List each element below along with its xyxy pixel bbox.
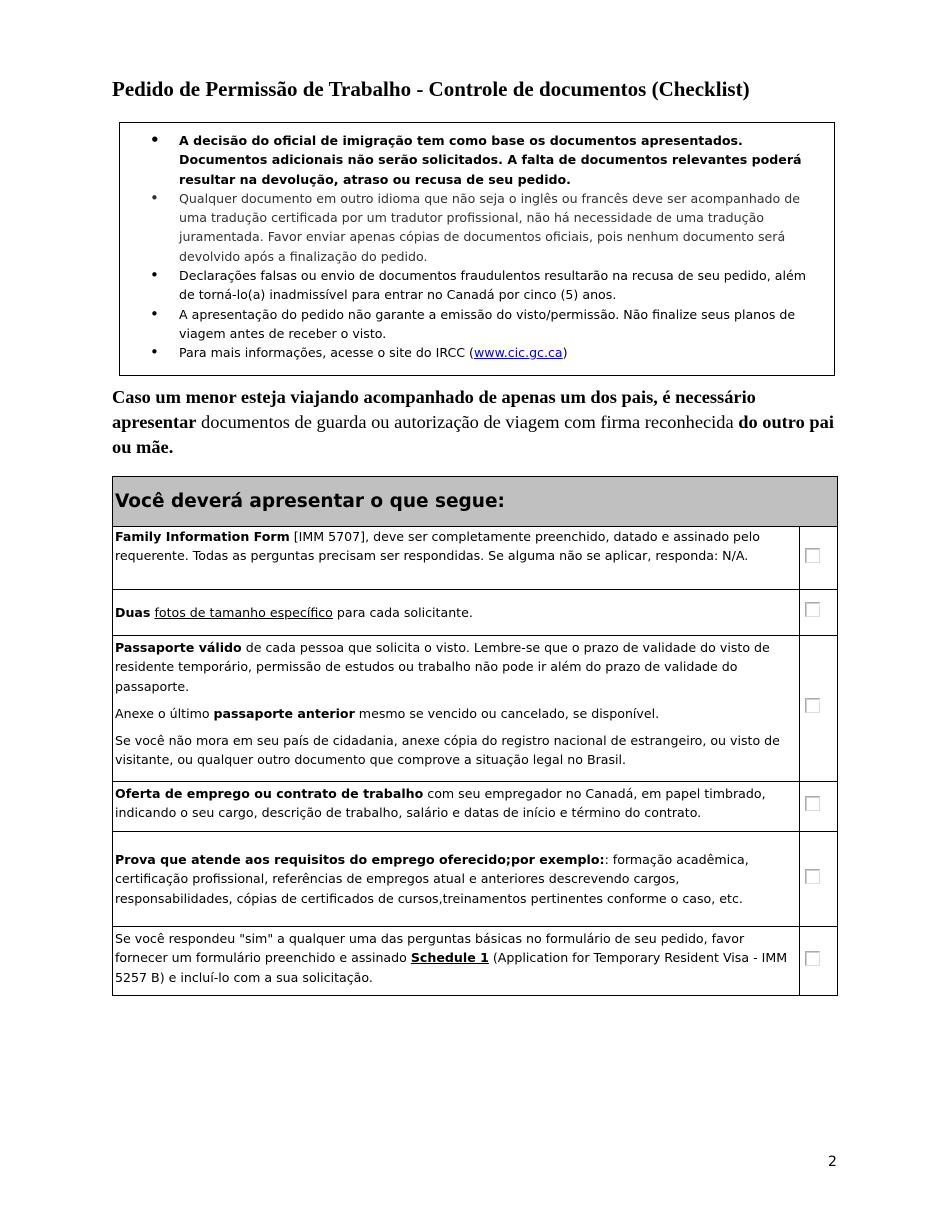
previous-passport-post: mesmo se vencido ou cancelado, se disponível. — [354, 705, 660, 721]
checklist-item-text — [113, 590, 800, 636]
photos-spec-link[interactable]: fotos de tamanho específico — [154, 604, 333, 620]
checklist-row-passport — [113, 636, 838, 782]
job-offer-bold: Oferta de emprego ou contrato de trabalho — [115, 786, 424, 801]
notice-bullet-more-info — [179, 343, 824, 362]
minor-travel-notice — [112, 385, 837, 460]
photos-bold: Duas — [115, 604, 151, 620]
minor-notice-bold-end: do outro pai ou mãe. — [112, 412, 834, 457]
requirements-checkbox[interactable] — [805, 869, 820, 884]
requirements-desc: : formação acadêmica, certificação profissional, referências de empregos atual e anteriores descrevendo cargos, responsabilidades, cópias de certificados de cursos,treinamentos pertinentes conforme o caso, etc. — [115, 852, 749, 906]
requirements-bold: Prova que atende aos requisitos do emprego oferecido;por exemplo: — [115, 852, 605, 868]
family-form-desc: [IMM 5707], deve ser completamente preenchido, datado e assinado pelo requerente. Todas as perguntas precisam ser respondidas. Se alguma não se aplicar, responda: N/A. — [115, 529, 760, 564]
checklist-item-text — [113, 832, 800, 927]
more-info-suffix: ) — [562, 345, 568, 361]
family-form-checkbox[interactable] — [805, 548, 820, 563]
checklist-item-text — [113, 527, 800, 590]
job-offer-checkbox[interactable] — [805, 796, 820, 811]
checklist-row-requirements — [113, 832, 838, 927]
previous-passport-pre: Anexe o último — [115, 705, 214, 721]
checklist-checkbox-cell — [800, 782, 838, 832]
checklist-header: Você deverá apresentar o que segue: — [113, 477, 838, 527]
page-number: 2 — [828, 1154, 837, 1170]
notice-bullet-no-guarantee: • A apresentação do pedido não garante a emissão do visto/permissão. Não finalize seus planos de viagem antes de receber o visto. — [179, 305, 824, 344]
family-form-title: Family Information Form — [115, 529, 290, 544]
checklist-item-text — [113, 636, 800, 782]
checklist-row-schedule1 — [113, 927, 838, 996]
checklist-checkbox-cell — [800, 527, 838, 590]
checklist-table — [112, 476, 838, 996]
schedule1-pre: Se você respondeu "sim" a qualquer uma das perguntas básicas no formulário de seu pedido, favor fornecer um formulário preenchido e assinado — [115, 931, 745, 966]
residence-paragraph: Se você não mora em seu país de cidadania, anexe cópia do registro nacional de estrangeiro, ou visto de visitante, ou qualquer outro documento que comprove a situação legal no Brasil. — [115, 733, 780, 768]
checklist-checkbox-cell — [800, 927, 838, 996]
checklist-checkbox-cell — [800, 590, 838, 636]
checklist-checkbox-cell — [800, 832, 838, 927]
checklist-row-job-offer — [113, 782, 838, 832]
passport-desc: de cada pessoa que solicita o visto. Lembre-se que o prazo de validade do visto de residente temporário, permissão de estudos ou trabalho não pode ir além do prazo de validade do passaporte. — [115, 640, 770, 694]
notice-bullet-decision: • A decisão do oficial de imigração tem como base os documentos apresentados. Documentos adicionais não serão solicitados. A falta de documentos relevantes poderá resultar na devolução, atraso ou recusa de seu pedido. — [179, 131, 824, 189]
schedule1-post: (Application for Temporary Resident Visa - IMM 5257 B) e incluí-lo com a sua solicitação. — [115, 950, 788, 985]
page-title: Pedido de Permissão de Trabalho - Controle de documentos (Checklist) — [112, 77, 750, 101]
passport-checkbox[interactable] — [805, 698, 820, 713]
passport-bold: Passaporte válido — [115, 640, 242, 655]
photos-checkbox[interactable] — [805, 602, 820, 617]
checklist-checkbox-cell — [800, 636, 838, 782]
minor-notice-bold: Caso um menor esteja viajando acompanhado de apenas um dos pais, é necessário apresentar — [112, 387, 756, 432]
minor-notice-text: documentos de guarda ou autorização de viagem com firma reconhecida — [196, 412, 739, 432]
checklist-item-text — [113, 782, 800, 832]
schedule1-checkbox[interactable] — [805, 951, 820, 966]
previous-passport-paragraph — [115, 704, 797, 723]
checklist-row-photos — [113, 590, 838, 636]
checklist-row-family-form — [113, 527, 838, 590]
photos-desc: para cada solicitante. — [332, 604, 473, 620]
notice-bullet-translation: • Qualquer documento em outro idioma que não seja o inglês ou francês deve ser acompanhado de uma tradução certificada por um tradutor profissional, não há necessidade de uma tradução juramentada. Favor enviar apenas cópias de documentos oficiais, pois nenhum documento será devolvido após a finalização do pedido. — [179, 189, 824, 266]
previous-passport-bold: passaporte anterior — [213, 705, 355, 721]
job-offer-desc: com seu empregador no Canadá, em papel timbrado, indicando o seu cargo, descrição de trabalho, salário e datas de início e término do contrato. — [115, 786, 766, 821]
checklist-item-text — [113, 927, 800, 996]
notice-list — [120, 131, 834, 363]
schedule1-link[interactable]: Schedule 1 — [410, 950, 489, 966]
notice-box — [119, 122, 835, 376]
checklist-header-row — [113, 477, 838, 527]
ircc-website-link[interactable]: www.cic.gc.ca — [473, 345, 563, 361]
passport-paragraph — [115, 638, 797, 696]
notice-bullet-false-statements: • Declarações falsas ou envio de documentos fraudulentos resultarão na recusa de seu pedido, além de torná-lo(a) inadmissível para entrar no Canadá por cinco (5) anos. — [179, 266, 824, 305]
more-info-text: Para mais informações, acesse o site do IRCC ( — [179, 345, 474, 361]
